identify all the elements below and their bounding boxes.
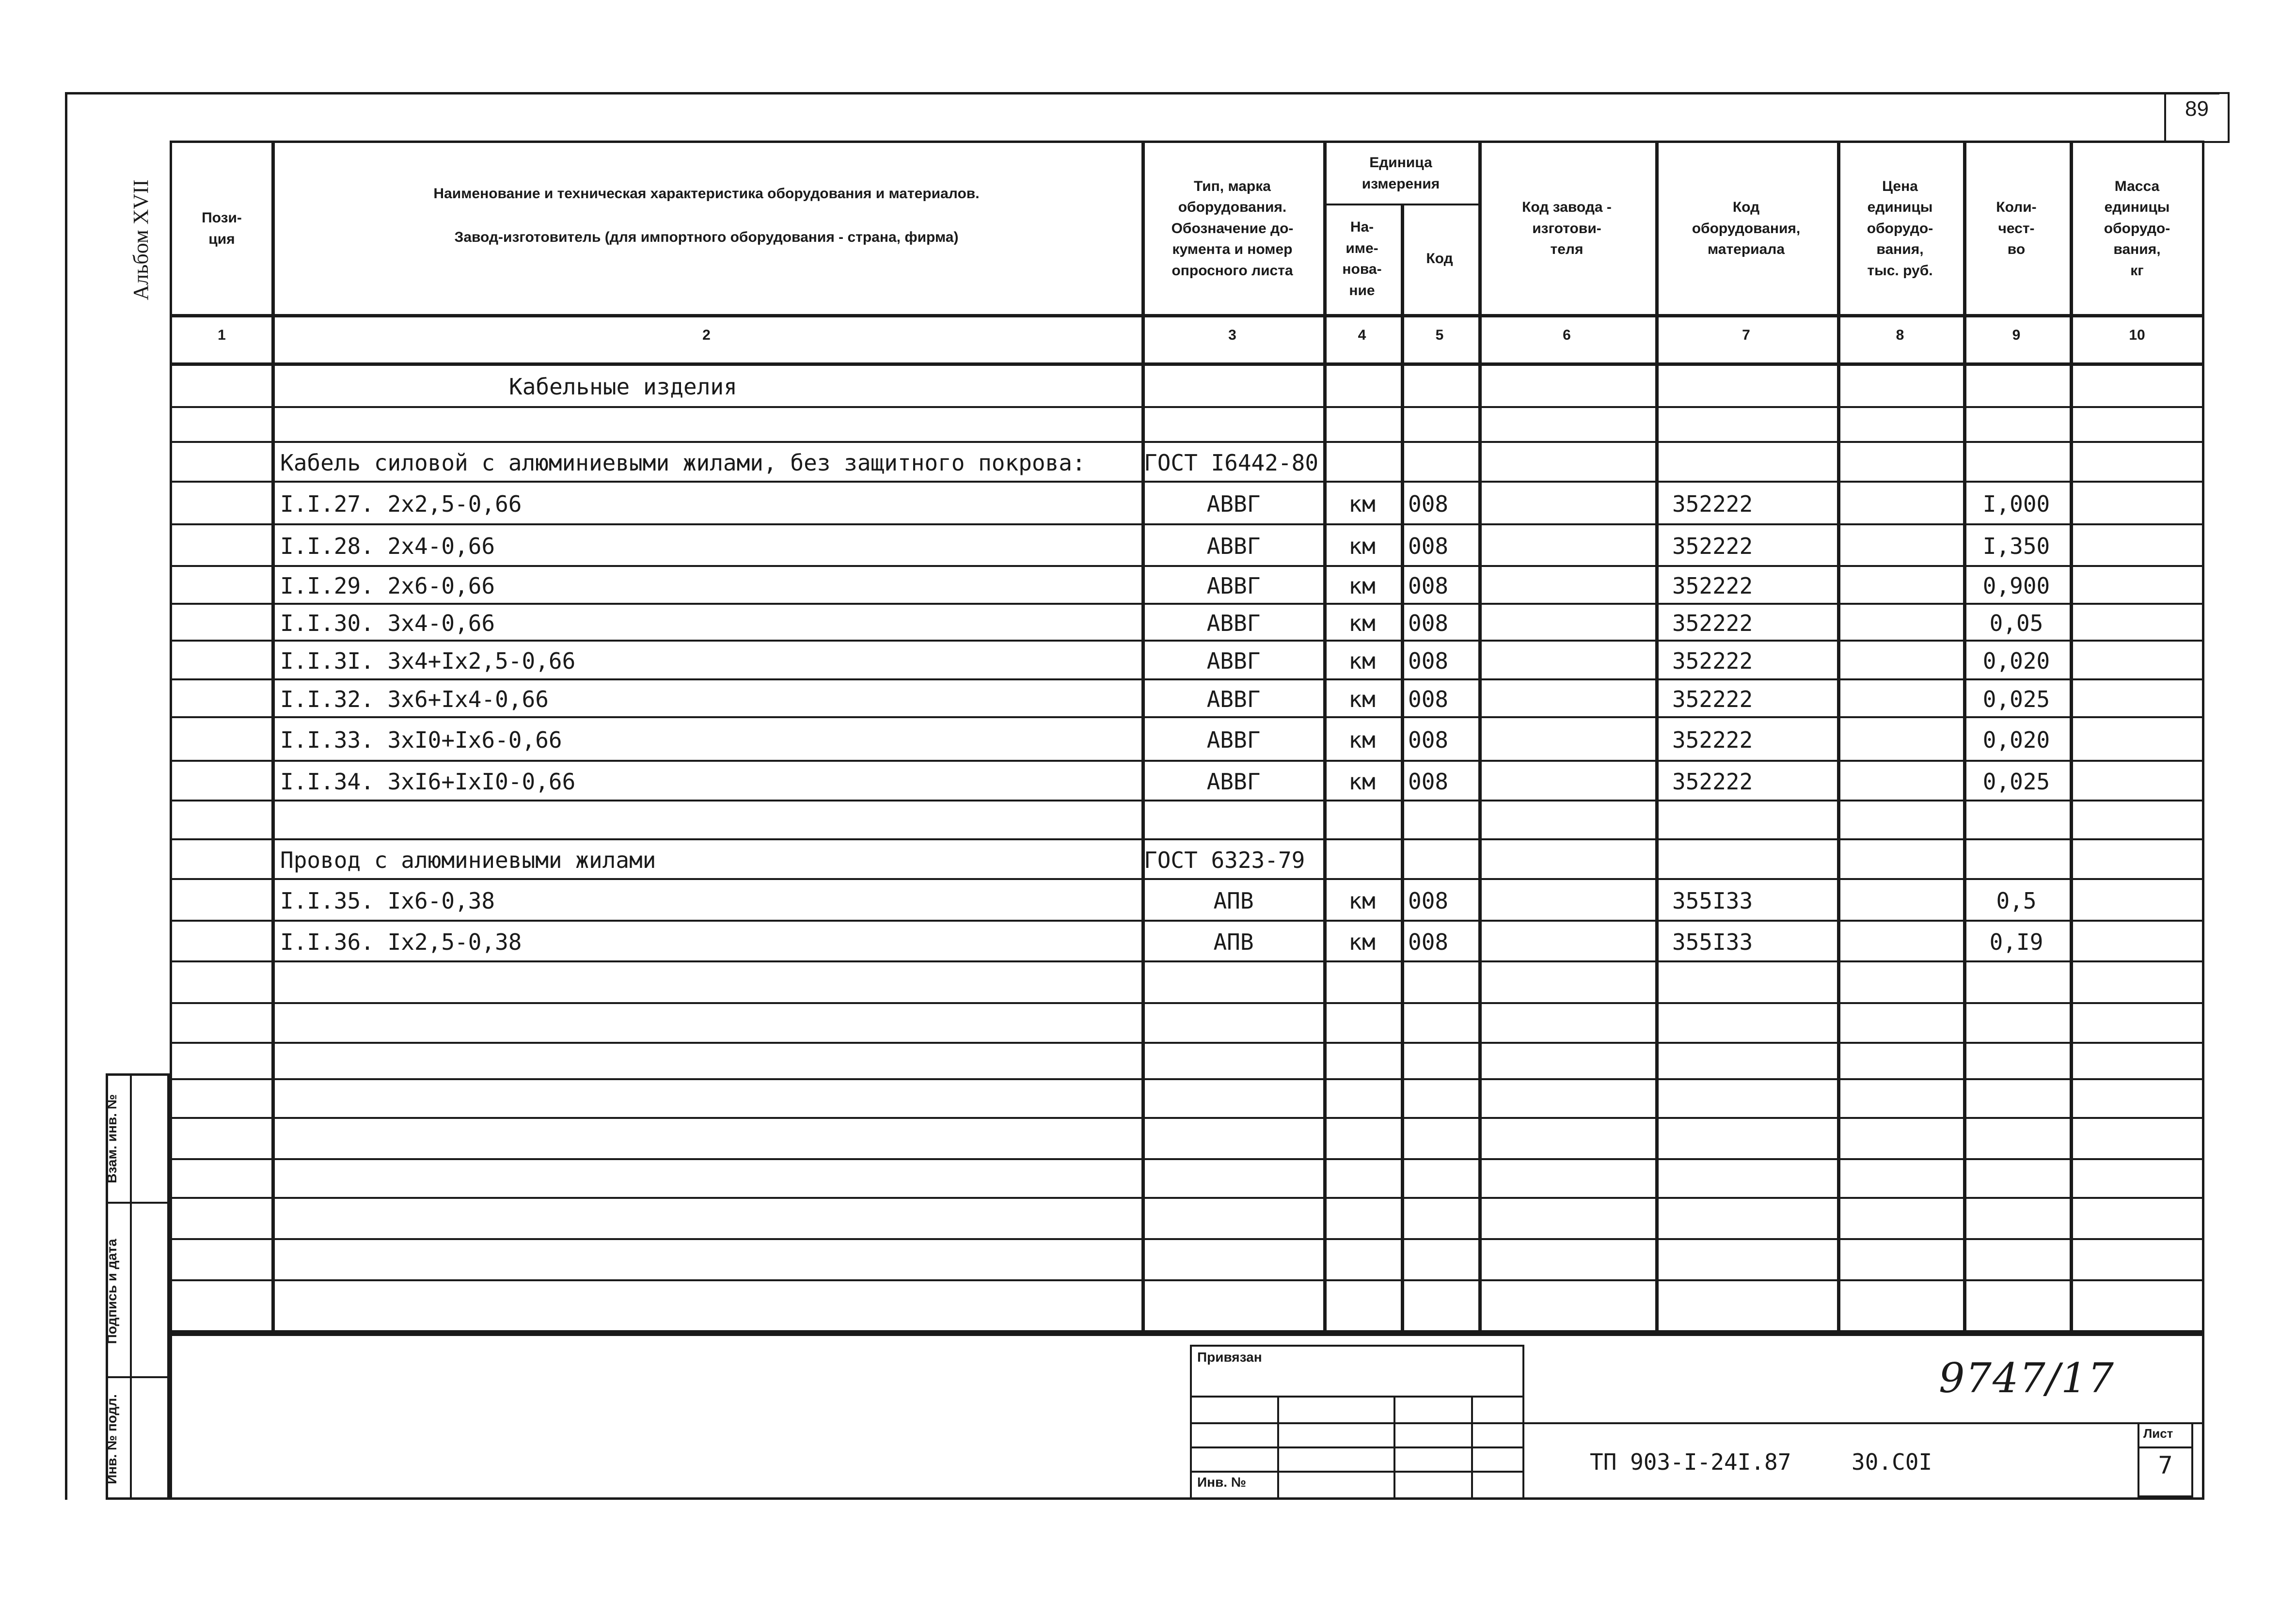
item-name: I.I.29. 2x6-0,66 — [280, 573, 495, 599]
item-unit: км — [1348, 888, 1376, 914]
item-name: I.I.27. 2x2,5-0,66 — [280, 491, 522, 517]
item-type: ГОСТ I6442-80 — [1144, 450, 1319, 476]
bound-vline-2 — [1393, 1396, 1395, 1500]
item-quantity: 0,020 — [1982, 727, 2050, 753]
item-unit: км — [1348, 491, 1376, 517]
column-number-8: 8 — [1896, 327, 1904, 343]
header-name-line1: Наименование и техническая характеристика оборудования и материалов. — [433, 186, 980, 202]
item-unit-code: 008 — [1408, 491, 1449, 517]
title-right-line — [1524, 1422, 2204, 1424]
header-unit-code: Код — [1426, 251, 1453, 267]
item-type: АВВГ — [1206, 610, 1261, 636]
row-line — [170, 603, 2204, 605]
side-stamp-vertical — [130, 1073, 132, 1500]
item-name: I.I.35. Ix6-0,38 — [280, 888, 495, 914]
item-name: Кабель силовой с алюминиевыми жилами, без защитного покрова: — [280, 450, 1086, 476]
item-quantity: 0,020 — [1982, 648, 2050, 674]
row-line — [170, 1279, 2204, 1281]
item-quantity: 0,05 — [1989, 610, 2043, 636]
header-factory-code: Код завода - изготови- теля — [1522, 199, 1612, 258]
item-type: АВВГ — [1206, 491, 1261, 517]
row-line — [170, 1002, 2204, 1004]
item-equipment-code: 352222 — [1672, 727, 1753, 753]
item-quantity: 0,900 — [1982, 573, 2050, 599]
col-line-4 — [1401, 204, 1404, 1333]
sheet-label: Лист — [2143, 1426, 2173, 1441]
column-number-1: 1 — [218, 327, 226, 343]
item-type: АПВ — [1213, 888, 1254, 914]
header-divider — [170, 314, 2204, 317]
item-equipment-code: 352222 — [1672, 573, 1753, 599]
side-stamp-inv-podl: Инв. № подл. — [104, 1394, 119, 1484]
item-name: I.I.32. 3x6+Ix4-0,66 — [280, 686, 549, 712]
item-type: АВВГ — [1206, 648, 1261, 674]
item-unit-code: 008 — [1408, 727, 1449, 753]
item-unit: км — [1348, 533, 1376, 559]
item-name: I.I.33. 3xI0+Ix6-0,66 — [280, 727, 562, 753]
item-type: ГОСТ 6323-79 — [1144, 847, 1305, 873]
item-quantity: 0,025 — [1982, 686, 2050, 712]
item-unit: км — [1348, 610, 1376, 636]
row-line — [170, 1238, 2204, 1240]
side-stamp-divider-2 — [106, 1376, 170, 1378]
item-type: АВВГ — [1206, 686, 1261, 712]
side-stamp-signature-date: Подпись и дата — [104, 1239, 119, 1344]
item-type: АВВГ — [1206, 533, 1261, 559]
header-type: Тип, марка оборудования. Обозначение до- кумента и номер опросного листа — [1171, 178, 1294, 279]
row-line — [170, 1158, 2204, 1160]
column-number-3: 3 — [1228, 327, 1236, 343]
item-quantity: 0,I9 — [1989, 929, 2043, 955]
column-number-9: 9 — [2012, 327, 2021, 343]
item-equipment-code: 352222 — [1672, 533, 1753, 559]
column-number-5: 5 — [1435, 327, 1444, 343]
header-mass: Масса единицы оборудо- вания, кг — [2104, 178, 2170, 279]
bound-line-1 — [1190, 1396, 1524, 1398]
col-line-7 — [1837, 141, 1840, 1333]
inv-label: Инв. № — [1197, 1475, 1247, 1490]
col-line-5 — [1478, 141, 1482, 1333]
row-line — [170, 1117, 2204, 1119]
row-line — [170, 920, 2204, 922]
header-name-line2: Завод-изготовитель (для импортного оборудования - страна, фирма) — [454, 229, 959, 246]
album-label: Альбом XVII — [129, 179, 153, 300]
row-line — [170, 678, 2204, 680]
bound-vline-3 — [1471, 1396, 1473, 1500]
item-unit-code: 008 — [1408, 648, 1449, 674]
item-unit: км — [1348, 727, 1376, 753]
item-unit-code: 008 — [1408, 533, 1449, 559]
item-name: I.I.30. 3x4-0,66 — [280, 610, 495, 636]
item-quantity: I,000 — [1982, 491, 2050, 517]
row-line — [170, 406, 2204, 408]
item-quantity: 0,025 — [1982, 769, 2050, 795]
item-type: АВВГ — [1206, 727, 1261, 753]
item-unit-code: 008 — [1408, 686, 1449, 712]
row-line — [170, 800, 2204, 802]
item-unit: км — [1348, 648, 1376, 674]
column-number-2: 2 — [702, 327, 711, 343]
column-number-6: 6 — [1563, 327, 1571, 343]
header-quantity: Коли- чест- во — [1996, 199, 2037, 258]
doc-code: ТП 903-I-24I.87 — [1590, 1449, 1791, 1475]
column-number-divider — [170, 362, 2204, 366]
item-unit: км — [1348, 686, 1376, 712]
item-type: АПВ — [1213, 929, 1254, 955]
row-line — [170, 878, 2204, 880]
header-equipment-code: Код оборудования, материала — [1692, 199, 1801, 258]
col-line-1 — [271, 141, 275, 1333]
handwritten-number: 9747/17 — [1939, 1354, 2115, 1402]
bound-line-2 — [1190, 1422, 1524, 1424]
bound-label: Привязан — [1197, 1350, 1262, 1365]
item-unit-code: 008 — [1408, 573, 1449, 599]
row-line — [170, 640, 2204, 642]
page-number: 89 — [2185, 97, 2209, 121]
item-equipment-code: 355I33 — [1672, 888, 1753, 914]
bound-vline-1 — [1277, 1396, 1279, 1500]
bound-line-4 — [1190, 1471, 1524, 1473]
row-line — [170, 838, 2204, 840]
row-line — [170, 1197, 2204, 1199]
item-equipment-code: 352222 — [1672, 610, 1753, 636]
item-equipment-code: 352222 — [1672, 648, 1753, 674]
row-line — [170, 716, 2204, 718]
row-line — [170, 481, 2204, 483]
header-unit-group: Единица измерения — [1362, 155, 1440, 192]
item-quantity: 0,5 — [1996, 888, 2037, 914]
row-line — [170, 1078, 2204, 1080]
sheet-number: 7 — [2158, 1451, 2173, 1479]
item-name: I.I.28. 2x4-0,66 — [280, 533, 495, 559]
side-stamp-divider-1 — [106, 1202, 170, 1204]
header-position: Пози- ция — [202, 210, 242, 247]
item-type: АВВГ — [1206, 573, 1261, 599]
row-line — [170, 1042, 2204, 1044]
item-equipment-code: 352222 — [1672, 491, 1753, 517]
row-line — [170, 565, 2204, 567]
item-quantity: I,350 — [1982, 533, 2050, 559]
item-unit: км — [1348, 573, 1376, 599]
item-unit-code: 008 — [1408, 769, 1449, 795]
item-unit-code: 008 — [1408, 888, 1449, 914]
row-line — [170, 523, 2204, 525]
item-name: I.I.36. Ix2,5-0,38 — [280, 929, 522, 955]
column-number-4: 4 — [1358, 327, 1366, 343]
row-line — [170, 960, 2204, 962]
item-name: Кабельные изделия — [509, 374, 737, 400]
item-name: Провод с алюминиевыми жилами — [280, 847, 656, 873]
item-unit: км — [1348, 769, 1376, 795]
row-line — [170, 760, 2204, 762]
bound-line-3 — [1190, 1446, 1524, 1448]
col-line-6 — [1655, 141, 1659, 1333]
item-name: I.I.34. 3xI6+IxI0-0,66 — [280, 769, 576, 795]
item-name: I.I.3I. 3x4+Ix2,5-0,66 — [280, 648, 576, 674]
item-unit: км — [1348, 929, 1376, 955]
item-equipment-code: 352222 — [1672, 686, 1753, 712]
item-type: АВВГ — [1206, 769, 1261, 795]
section-code: 30.C0I — [1852, 1449, 1932, 1475]
item-equipment-code: 355I33 — [1672, 929, 1753, 955]
side-stamp-inv-vzam: Взам. инв. № — [104, 1094, 119, 1183]
item-equipment-code: 352222 — [1672, 769, 1753, 795]
header-unit-name: На- име- нова- ние — [1342, 219, 1382, 299]
column-number-7: 7 — [1742, 327, 1750, 343]
row-line — [170, 441, 2204, 443]
sheet-box-divider — [2138, 1446, 2193, 1448]
item-unit-code: 008 — [1408, 610, 1449, 636]
header-price: Цена единицы оборудо- вания, тыс. руб. — [1867, 178, 1933, 279]
item-unit-code: 008 — [1408, 929, 1449, 955]
col-line-9 — [2070, 141, 2073, 1333]
column-number-10: 10 — [2129, 327, 2145, 343]
